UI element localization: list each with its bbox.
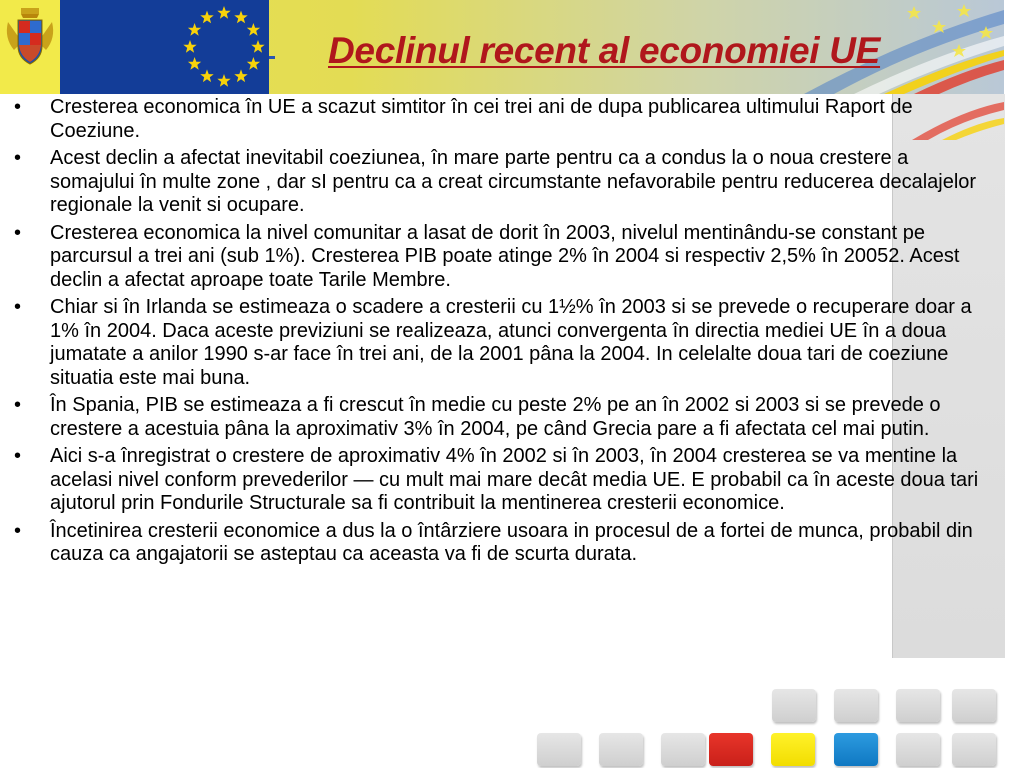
eu-star-icon xyxy=(247,57,260,70)
eu-star-icon xyxy=(234,69,247,82)
bullet-text: Cresterea economica la nivel comunitar a lasat de dorit în 2003, nivelul mentinându-se constant pe parcursul a trei ani (sub 1%). Cresterea PIB poate atinge 2% în 2004 si respectiv 2,5% în 20052. Acest declin a afectat aproape toate Tarile Membre. xyxy=(50,221,960,291)
eu-star-icon xyxy=(217,6,230,19)
bullet-text: În Spania, PIB se estimeaza a fi crescut în medie cu peste 2% pe an în 2002 si 2003 si se prevede o crestere a acestuia pâna la aproximativ 3% în 2004, pe când Grecia pare a fi afectata cel mai putin. xyxy=(50,394,941,440)
bullet-marker: • xyxy=(14,296,22,318)
slide-title: Declinul recent al economiei UE xyxy=(328,30,881,71)
eu-star-icon xyxy=(234,11,247,24)
header-banner xyxy=(0,0,1004,94)
decor-square-blue xyxy=(834,733,878,766)
bullet-item xyxy=(0,222,990,293)
bullet-text: Chiar si în Irlanda se estimeaza o scadere a cresterii cu 1½% în 2003 si se prevede o recuperare doar a 1% în 2004. Daca aceste previziuni se realizeaza, atunci convergenta în directia mediei UE în a doua jumatate a anilor 1990 s-ar face în trei ani, de la 2001 pâna la 2004. In celelalte doua tari de coeziune situatia este mai buna. xyxy=(50,296,972,389)
decor-square-grey xyxy=(599,733,643,766)
bullet-item xyxy=(0,147,990,218)
eu-star-icon xyxy=(247,23,260,36)
eu-star-icon xyxy=(217,74,230,87)
bullet-marker: • xyxy=(14,519,22,542)
bullet-text: Aici s-a înregistrat o crestere de aproximativ 4% în 2002 si în 2003, în 2004 cresterea se va mentine la acelasi nivel conform prevederilor — cu mult mai mare decât media UE. E probabil ca în aceste doua tari ajutorul prin Fondurile Structurale sa fi contribuit la mentinerea cresterii economice. xyxy=(50,445,979,514)
decor-square-grey xyxy=(896,733,940,766)
eu-star-icon xyxy=(183,40,196,53)
slide-body xyxy=(0,96,990,571)
decor-square-grey xyxy=(952,689,996,722)
decor-square-grey xyxy=(896,689,940,722)
decor-square-yellow xyxy=(771,733,815,766)
decor-square-grey xyxy=(537,733,581,766)
flag-edge-mark xyxy=(269,56,275,59)
bullet-marker: • xyxy=(14,445,22,467)
bullet-item xyxy=(0,296,990,390)
bullet-marker: • xyxy=(14,221,22,244)
eu-star-icon xyxy=(200,69,213,82)
bullet-item xyxy=(0,520,990,567)
decor-square-red xyxy=(709,733,753,766)
bullet-text: Încetinirea cresterii economice a dus la o întârziere usoara in procesul de a fortei de munca, probabil din cauza ca angajatorii se asteptau ca aceasta va fi de scurta durata. xyxy=(50,519,973,565)
bullet-marker: • xyxy=(14,147,22,169)
bullet-marker: • xyxy=(14,394,22,416)
decor-square-grey xyxy=(661,733,705,766)
eu-flag xyxy=(60,0,269,94)
bullet-text: Cresterea economica în UE a scazut simtitor în cei trei ani de dupa publicarea ultimului Raport de Coeziune. xyxy=(50,96,913,142)
bullet-text: Acest declin a afectat inevitabil coeziunea, în mare parte pentru ca a condus la o noua crestere a somajului în multe zone , dar sI pentru ca a creat circumstante nefavorabile pentru reducerea decalajelor regionale la venit si ocupare. xyxy=(50,147,977,216)
decor-square-grey xyxy=(772,689,816,722)
decor-square-grey xyxy=(952,733,996,766)
eu-star-icon xyxy=(200,11,213,24)
eu-star-icon xyxy=(188,23,201,36)
bullet-item xyxy=(0,394,990,441)
bullet-item xyxy=(0,445,990,516)
eu-star-icon xyxy=(188,57,201,70)
eu-star-icon xyxy=(251,40,264,53)
bullet-item xyxy=(0,96,990,143)
eu-flag-icon xyxy=(60,0,269,94)
coat-of-arms-panel xyxy=(0,0,60,94)
bullet-marker: • xyxy=(14,96,22,118)
decor-square-grey xyxy=(834,689,878,722)
romania-coat-of-arms-icon xyxy=(4,8,56,68)
